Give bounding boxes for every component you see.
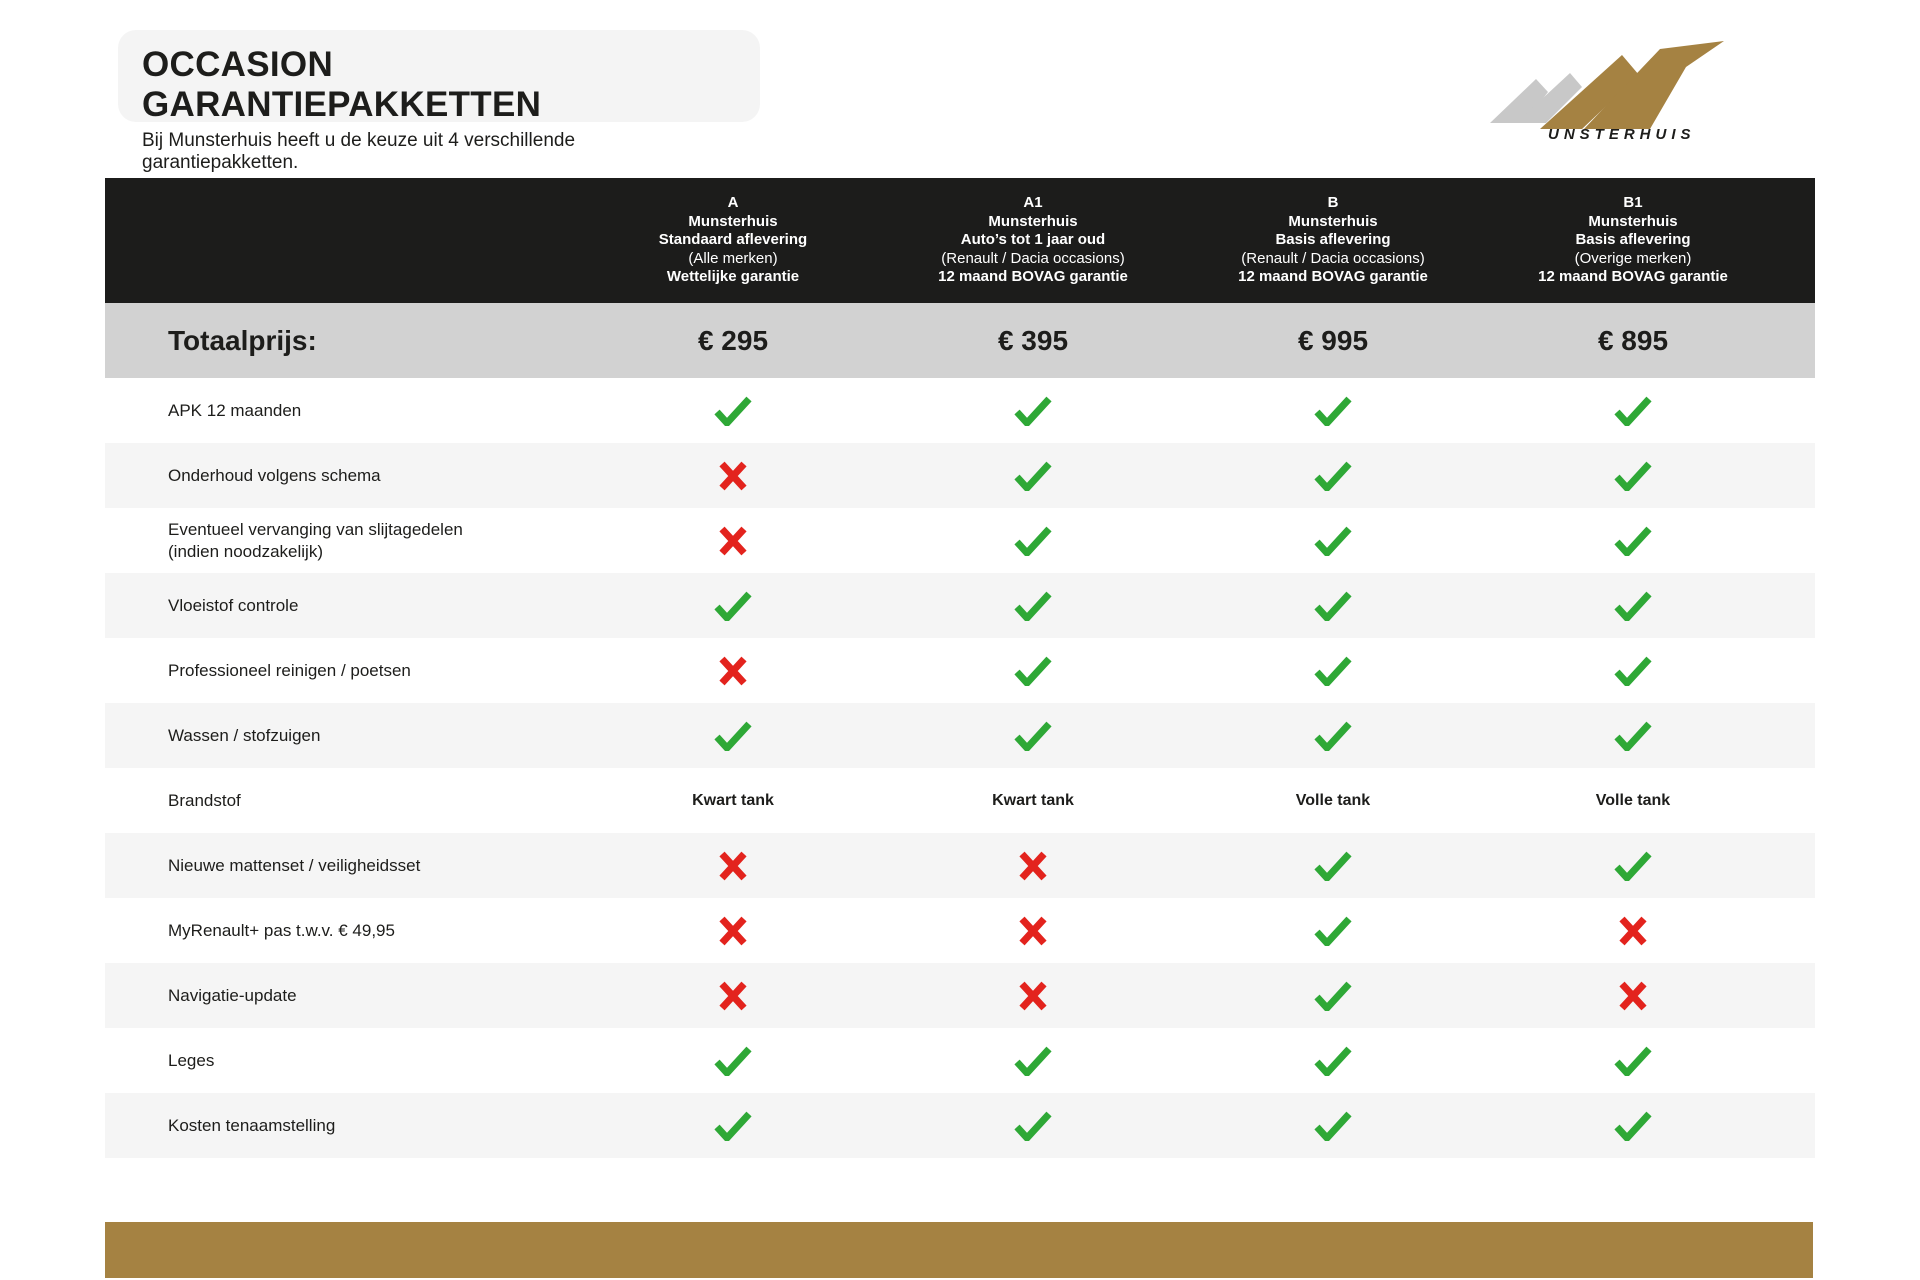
check-icon — [1314, 1111, 1352, 1141]
package-desc: Standaard aflevering — [658, 231, 808, 249]
check-icon — [1314, 526, 1352, 556]
check-icon — [1314, 591, 1352, 621]
cross-icon — [718, 526, 748, 556]
check-icon — [1314, 721, 1352, 751]
table-row — [105, 508, 1815, 573]
feature-cell — [1483, 656, 1783, 686]
table-row — [105, 573, 1815, 638]
feature-cell — [883, 396, 1183, 426]
package-brand: Munsterhuis — [688, 212, 778, 230]
page-subtitle: Bij Munsterhuis heeft u de keuze uit 4 verschillende garantiepakketten. — [142, 130, 576, 173]
check-icon — [714, 1111, 752, 1141]
feature-label-text: Onderhoud volgens schema — [168, 465, 381, 485]
feature-label — [105, 595, 583, 617]
feature-label-text: Kosten tenaamstelling — [168, 1115, 336, 1135]
package-warranty: 12 maand BOVAG garantie — [1238, 268, 1428, 286]
package-desc: Basis aflevering — [1575, 231, 1691, 249]
feature-label — [105, 400, 583, 422]
feature-cell — [583, 792, 883, 810]
title-box — [118, 30, 760, 173]
feature-label — [105, 465, 583, 487]
check-icon — [1014, 591, 1052, 621]
package-scope: (Renault / Dacia occasions) — [941, 249, 1125, 267]
table-body — [105, 378, 1815, 1158]
cross-icon — [1018, 916, 1048, 946]
table-row — [105, 898, 1815, 963]
feature-cell — [583, 1046, 883, 1076]
package-code: A1 — [1023, 194, 1043, 212]
check-icon — [1014, 1111, 1052, 1141]
feature-cell — [883, 526, 1183, 556]
cross-icon — [718, 851, 748, 881]
feature-cell — [1483, 916, 1783, 946]
package-desc: Basis aflevering — [1275, 231, 1391, 249]
feature-cell — [1183, 461, 1483, 491]
check-icon — [1614, 526, 1652, 556]
cross-icon — [1618, 916, 1648, 946]
footer-gold-bar — [105, 1222, 1813, 1278]
feature-cell — [1183, 1111, 1483, 1141]
feature-label-text: Professioneel reinigen / poetsen — [168, 660, 411, 680]
feature-label — [105, 920, 583, 942]
package-warranty: 12 maand BOVAG garantie — [938, 268, 1128, 286]
column-header-a1 — [883, 194, 1183, 287]
feature-cell — [1483, 526, 1783, 556]
table-header — [105, 178, 1815, 303]
check-icon — [1014, 656, 1052, 686]
package-warranty: Wettelijke garantie — [666, 268, 800, 286]
feature-label — [105, 660, 583, 682]
package-warranty: 12 maand BOVAG garantie — [1538, 268, 1728, 286]
check-icon — [1314, 396, 1352, 426]
feature-label-text: Vloeistof controle — [168, 595, 299, 615]
feature-cell — [583, 916, 883, 946]
feature-cell — [883, 916, 1183, 946]
feature-value-text: Volle tank — [1595, 791, 1671, 809]
feature-cell — [883, 461, 1183, 491]
feature-label-text: Nieuwe mattenset / veiligheidsset — [168, 855, 421, 875]
feature-label-text: Navigatie-update — [168, 985, 297, 1005]
table-row — [105, 443, 1815, 508]
package-code: A — [727, 194, 739, 212]
feature-cell — [1183, 981, 1483, 1011]
feature-cell — [583, 721, 883, 751]
feature-label-text: APK 12 maanden — [168, 400, 302, 420]
package-brand: Munsterhuis — [1588, 212, 1678, 230]
check-icon — [714, 396, 752, 426]
feature-cell — [1183, 851, 1483, 881]
feature-cell — [1483, 792, 1783, 810]
check-icon — [714, 1046, 752, 1076]
check-icon — [1614, 721, 1652, 751]
feature-cell — [583, 1111, 883, 1141]
feature-cell — [583, 656, 883, 686]
feature-cell — [1483, 396, 1783, 426]
check-icon — [1014, 526, 1052, 556]
table-row — [105, 1093, 1815, 1158]
table-row — [105, 378, 1815, 443]
feature-label — [105, 519, 583, 563]
table-row — [105, 703, 1815, 768]
total-price-row — [105, 303, 1815, 378]
check-icon — [1614, 656, 1652, 686]
package-scope: (Overige merken) — [1574, 249, 1692, 267]
munsterhuis-logo-icon — [1490, 40, 1730, 142]
feature-label-text: Leges — [168, 1050, 215, 1070]
cross-icon — [718, 461, 748, 491]
cross-icon — [1618, 981, 1648, 1011]
feature-cell — [1483, 591, 1783, 621]
package-brand: Munsterhuis — [988, 212, 1078, 230]
feature-label — [105, 1115, 583, 1137]
feature-value-text: Volle tank — [1295, 791, 1371, 809]
feature-label — [105, 725, 583, 747]
table-row — [105, 963, 1815, 1028]
check-icon — [1614, 1111, 1652, 1141]
cross-icon — [1018, 981, 1048, 1011]
total-price-label: Totaalprijs: — [168, 324, 317, 356]
check-icon — [1314, 916, 1352, 946]
table-row — [105, 768, 1815, 833]
feature-cell — [883, 591, 1183, 621]
package-brand: Munsterhuis — [1288, 212, 1378, 230]
feature-label-text: Eventueel vervanging van slijtagedelen — [168, 519, 463, 539]
feature-label-text: Brandstof — [168, 790, 241, 810]
feature-cell — [583, 851, 883, 881]
feature-cell — [883, 981, 1183, 1011]
feature-cell — [583, 461, 883, 491]
feature-cell — [1483, 981, 1783, 1011]
feature-value-text: Kwart tank — [992, 791, 1074, 809]
munsterhuis-logo — [1490, 40, 1730, 142]
package-code: B — [1327, 194, 1339, 212]
feature-cell — [883, 1111, 1183, 1141]
check-icon — [1014, 721, 1052, 751]
feature-cell — [1183, 396, 1483, 426]
package-scope: (Alle merken) — [688, 249, 778, 267]
check-icon — [1614, 461, 1652, 491]
cross-icon — [718, 981, 748, 1011]
feature-cell — [1183, 591, 1483, 621]
cross-icon — [1018, 851, 1048, 881]
package-code: B1 — [1623, 194, 1643, 212]
price-a1: € 395 — [997, 324, 1069, 356]
package-scope: (Renault / Dacia occasions) — [1241, 249, 1425, 267]
check-icon — [714, 591, 752, 621]
feature-cell — [583, 396, 883, 426]
page-title: OCCASION GARANTIEPAKKETTEN — [142, 45, 542, 124]
price-b1: € 895 — [1597, 324, 1669, 356]
check-icon — [1014, 461, 1052, 491]
feature-cell — [1483, 851, 1783, 881]
column-header-a — [583, 194, 883, 287]
feature-label-text: Wassen / stofzuigen — [168, 725, 321, 745]
table-row — [105, 833, 1815, 898]
check-icon — [1314, 1046, 1352, 1076]
feature-cell — [1183, 656, 1483, 686]
feature-cell — [583, 981, 883, 1011]
check-icon — [1314, 981, 1352, 1011]
feature-cell — [1183, 526, 1483, 556]
check-icon — [1014, 396, 1052, 426]
check-icon — [1614, 396, 1652, 426]
feature-cell — [583, 526, 883, 556]
cross-icon — [718, 916, 748, 946]
feature-cell — [883, 1046, 1183, 1076]
feature-label — [105, 1050, 583, 1072]
feature-cell — [883, 851, 1183, 881]
table-row — [105, 638, 1815, 703]
price-a: € 295 — [697, 324, 769, 356]
feature-cell — [883, 721, 1183, 751]
column-header-b1 — [1483, 194, 1783, 287]
logo-wordmark: UNSTERHUIS — [1548, 126, 1696, 142]
check-icon — [1614, 851, 1652, 881]
feature-cell — [1183, 916, 1483, 946]
feature-label — [105, 855, 583, 877]
check-icon — [714, 721, 752, 751]
column-header-b — [1183, 194, 1483, 287]
check-icon — [1014, 1046, 1052, 1076]
price-b: € 995 — [1297, 324, 1369, 356]
feature-cell — [883, 656, 1183, 686]
feature-cell — [1183, 721, 1483, 751]
cross-icon — [718, 656, 748, 686]
feature-cell — [1183, 792, 1483, 810]
feature-label — [105, 985, 583, 1007]
feature-label — [105, 790, 583, 812]
feature-value-text: Kwart tank — [692, 791, 774, 809]
feature-cell — [1483, 1111, 1783, 1141]
check-icon — [1614, 591, 1652, 621]
feature-cell — [1483, 1046, 1783, 1076]
feature-cell — [1183, 1046, 1483, 1076]
check-icon — [1614, 1046, 1652, 1076]
check-icon — [1314, 461, 1352, 491]
feature-cell — [883, 792, 1183, 810]
feature-cell — [583, 591, 883, 621]
check-icon — [1314, 656, 1352, 686]
feature-sublabel-text: (indien noodzakelijk) — [168, 541, 323, 561]
feature-cell — [1483, 461, 1783, 491]
package-comparison-table — [105, 178, 1815, 1158]
feature-cell — [1483, 721, 1783, 751]
feature-label-text: MyRenault+ pas t.w.v. € 49,95 — [168, 920, 395, 940]
check-icon — [1314, 851, 1352, 881]
package-desc: Auto’s tot 1 jaar oud — [960, 231, 1106, 249]
table-row — [105, 1028, 1815, 1093]
